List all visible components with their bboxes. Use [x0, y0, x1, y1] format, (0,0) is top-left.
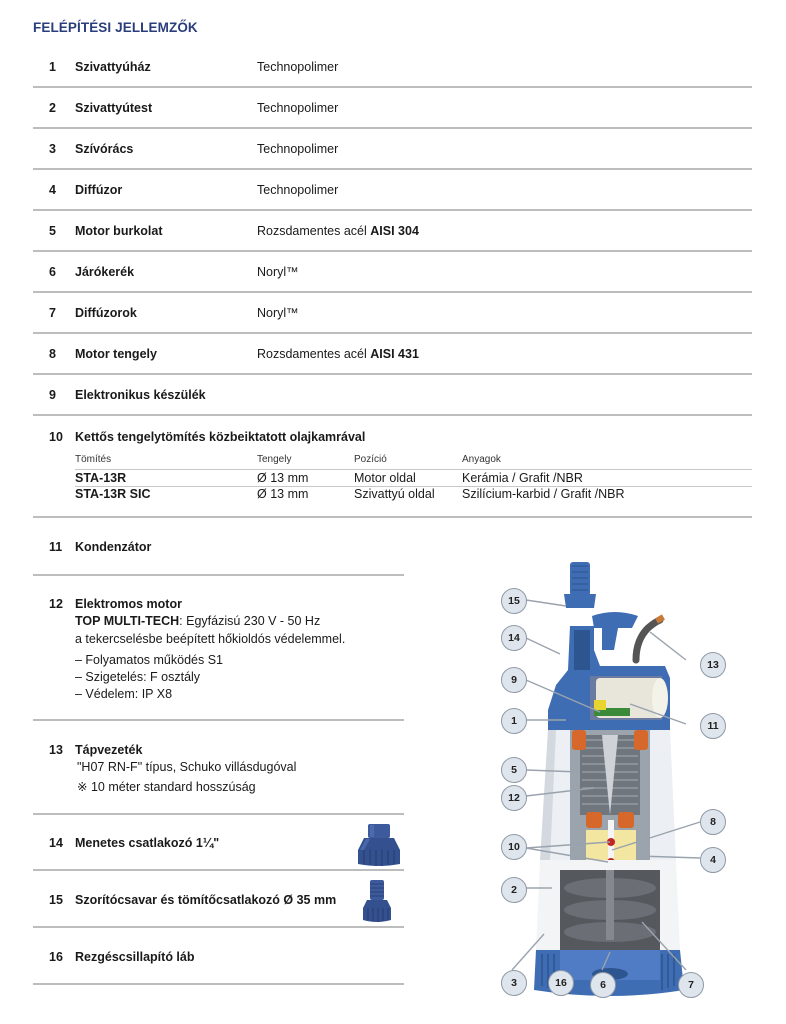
row-value: Technopolimer — [257, 60, 339, 74]
callout-16: 16 — [548, 970, 574, 996]
row-number: 6 — [49, 265, 56, 279]
motor-line-2: a tekercselésbe beépített hőkioldós védelemmel. — [75, 632, 346, 646]
row-label: Menetes csatlakozó 1¼" — [75, 836, 220, 850]
row-number: 4 — [49, 183, 56, 197]
divider — [33, 719, 404, 721]
row-label: Diffúzor — [75, 183, 123, 197]
row-value: Rozsdamentes acél AISI 304 — [257, 224, 419, 238]
row-value: Technopolimer — [257, 183, 339, 197]
row-number: 9 — [49, 388, 56, 402]
seal-header: Anyagok — [462, 454, 501, 465]
callout-4: 4 — [700, 847, 726, 873]
row-label: Rezgéscsillapító láb — [75, 950, 195, 964]
row-number: 10 — [49, 430, 63, 444]
divider — [33, 332, 752, 334]
callout-1: 1 — [501, 708, 527, 734]
row-label: Diffúzorok — [75, 306, 137, 320]
page-title: FELÉPÍTÉSI JELLEMZŐK — [33, 20, 198, 35]
seal-cell: STA-13R SIC — [75, 487, 151, 501]
row-number: 8 — [49, 347, 56, 361]
row-label: Kondenzátor — [75, 540, 152, 554]
divider — [33, 516, 752, 518]
row-number: 11 — [49, 540, 63, 554]
threaded-connector-image — [354, 822, 404, 868]
row-value: Technopolimer — [257, 142, 339, 156]
divider — [33, 250, 752, 252]
row-label: Motor tengely — [75, 347, 157, 361]
seal-cell: Kerámia / Grafit /NBR — [462, 471, 583, 485]
seal-divider — [75, 469, 752, 470]
row-value: Rozsdamentes acél AISI 431 — [257, 347, 419, 361]
seal-header: Tengely — [257, 454, 292, 465]
seal-cell: Szivattyú oldal — [354, 487, 435, 501]
row-value: Noryl™ — [257, 306, 299, 320]
row-label: Elektronikus készülék — [75, 388, 206, 402]
callout-6: 6 — [590, 972, 616, 998]
divider — [33, 168, 752, 170]
callout-7: 7 — [678, 972, 704, 998]
divider — [33, 127, 752, 129]
divider — [33, 291, 752, 293]
callout-10: 10 — [501, 834, 527, 860]
row-label: Szorítócsavar és tömítőcsatlakozó Ø 35 mm — [75, 893, 337, 907]
divider — [33, 813, 404, 815]
row-number: 1 — [49, 60, 56, 74]
callout-11: 11 — [700, 713, 726, 739]
hose-connector-image — [360, 878, 394, 924]
row-value: Noryl™ — [257, 265, 299, 279]
cable-line-2: ※ 10 méter standard hosszúság — [77, 780, 256, 794]
row-number: 7 — [49, 306, 56, 320]
seal-cell: Ø 13 mm — [257, 487, 309, 501]
divider — [33, 373, 752, 375]
row-label: Elektromos motor — [75, 597, 182, 611]
row-label: Kettős tengelytömítés közbeiktatott olajkamrával — [75, 430, 366, 444]
divider — [33, 574, 404, 576]
divider — [33, 926, 404, 928]
callout-9: 9 — [501, 667, 527, 693]
divider — [33, 414, 752, 416]
divider — [33, 209, 752, 211]
callout-12: 12 — [501, 785, 527, 811]
callout-8: 8 — [700, 809, 726, 835]
seal-cell: Motor oldal — [354, 471, 416, 485]
row-label: Járókerék — [75, 265, 135, 279]
row-label: Szivattyúház — [75, 60, 151, 74]
row-number: 16 — [49, 950, 63, 964]
seal-header: Pozíció — [354, 454, 387, 465]
divider — [33, 86, 752, 88]
row-label: Tápvezeték — [75, 743, 143, 757]
row-number: 3 — [49, 142, 56, 156]
seal-cell: STA-13R — [75, 471, 127, 485]
seal-cell: Ø 13 mm — [257, 471, 309, 485]
row-number: 13 — [49, 743, 63, 757]
row-number: 14 — [49, 836, 63, 850]
row-label: Motor burkolat — [75, 224, 163, 238]
motor-bullet: – Szigetelés: F osztály — [75, 670, 201, 684]
row-number: 5 — [49, 224, 56, 238]
row-label: Szivattyútest — [75, 101, 153, 115]
callout-3: 3 — [501, 970, 527, 996]
motor-line-1: TOP MULTI-TECH: Egyfázisú 230 V - 50 Hz — [75, 614, 321, 628]
divider — [33, 983, 404, 985]
row-number: 2 — [49, 101, 56, 115]
motor-bullet: – Folyamatos működés S1 — [75, 653, 223, 667]
seal-cell: Szilícium-karbid / Grafit /NBR — [462, 487, 625, 501]
callout-13: 13 — [700, 652, 726, 678]
motor-bullet: – Védelem: IP X8 — [75, 687, 173, 701]
seal-header: Tömítés — [75, 454, 112, 465]
divider — [33, 869, 404, 871]
callout-14: 14 — [501, 625, 527, 651]
pump-cutaway-illustration — [490, 550, 750, 1010]
callout-15: 15 — [501, 588, 527, 614]
callout-5: 5 — [501, 757, 527, 783]
row-value: Technopolimer — [257, 101, 339, 115]
row-number: 15 — [49, 893, 63, 907]
row-number: 12 — [49, 597, 63, 611]
row-label: Szívórács — [75, 142, 134, 156]
cable-line-1: "H07 RN-F" típus, Schuko villásdugóval — [77, 760, 297, 774]
callout-2: 2 — [501, 877, 527, 903]
